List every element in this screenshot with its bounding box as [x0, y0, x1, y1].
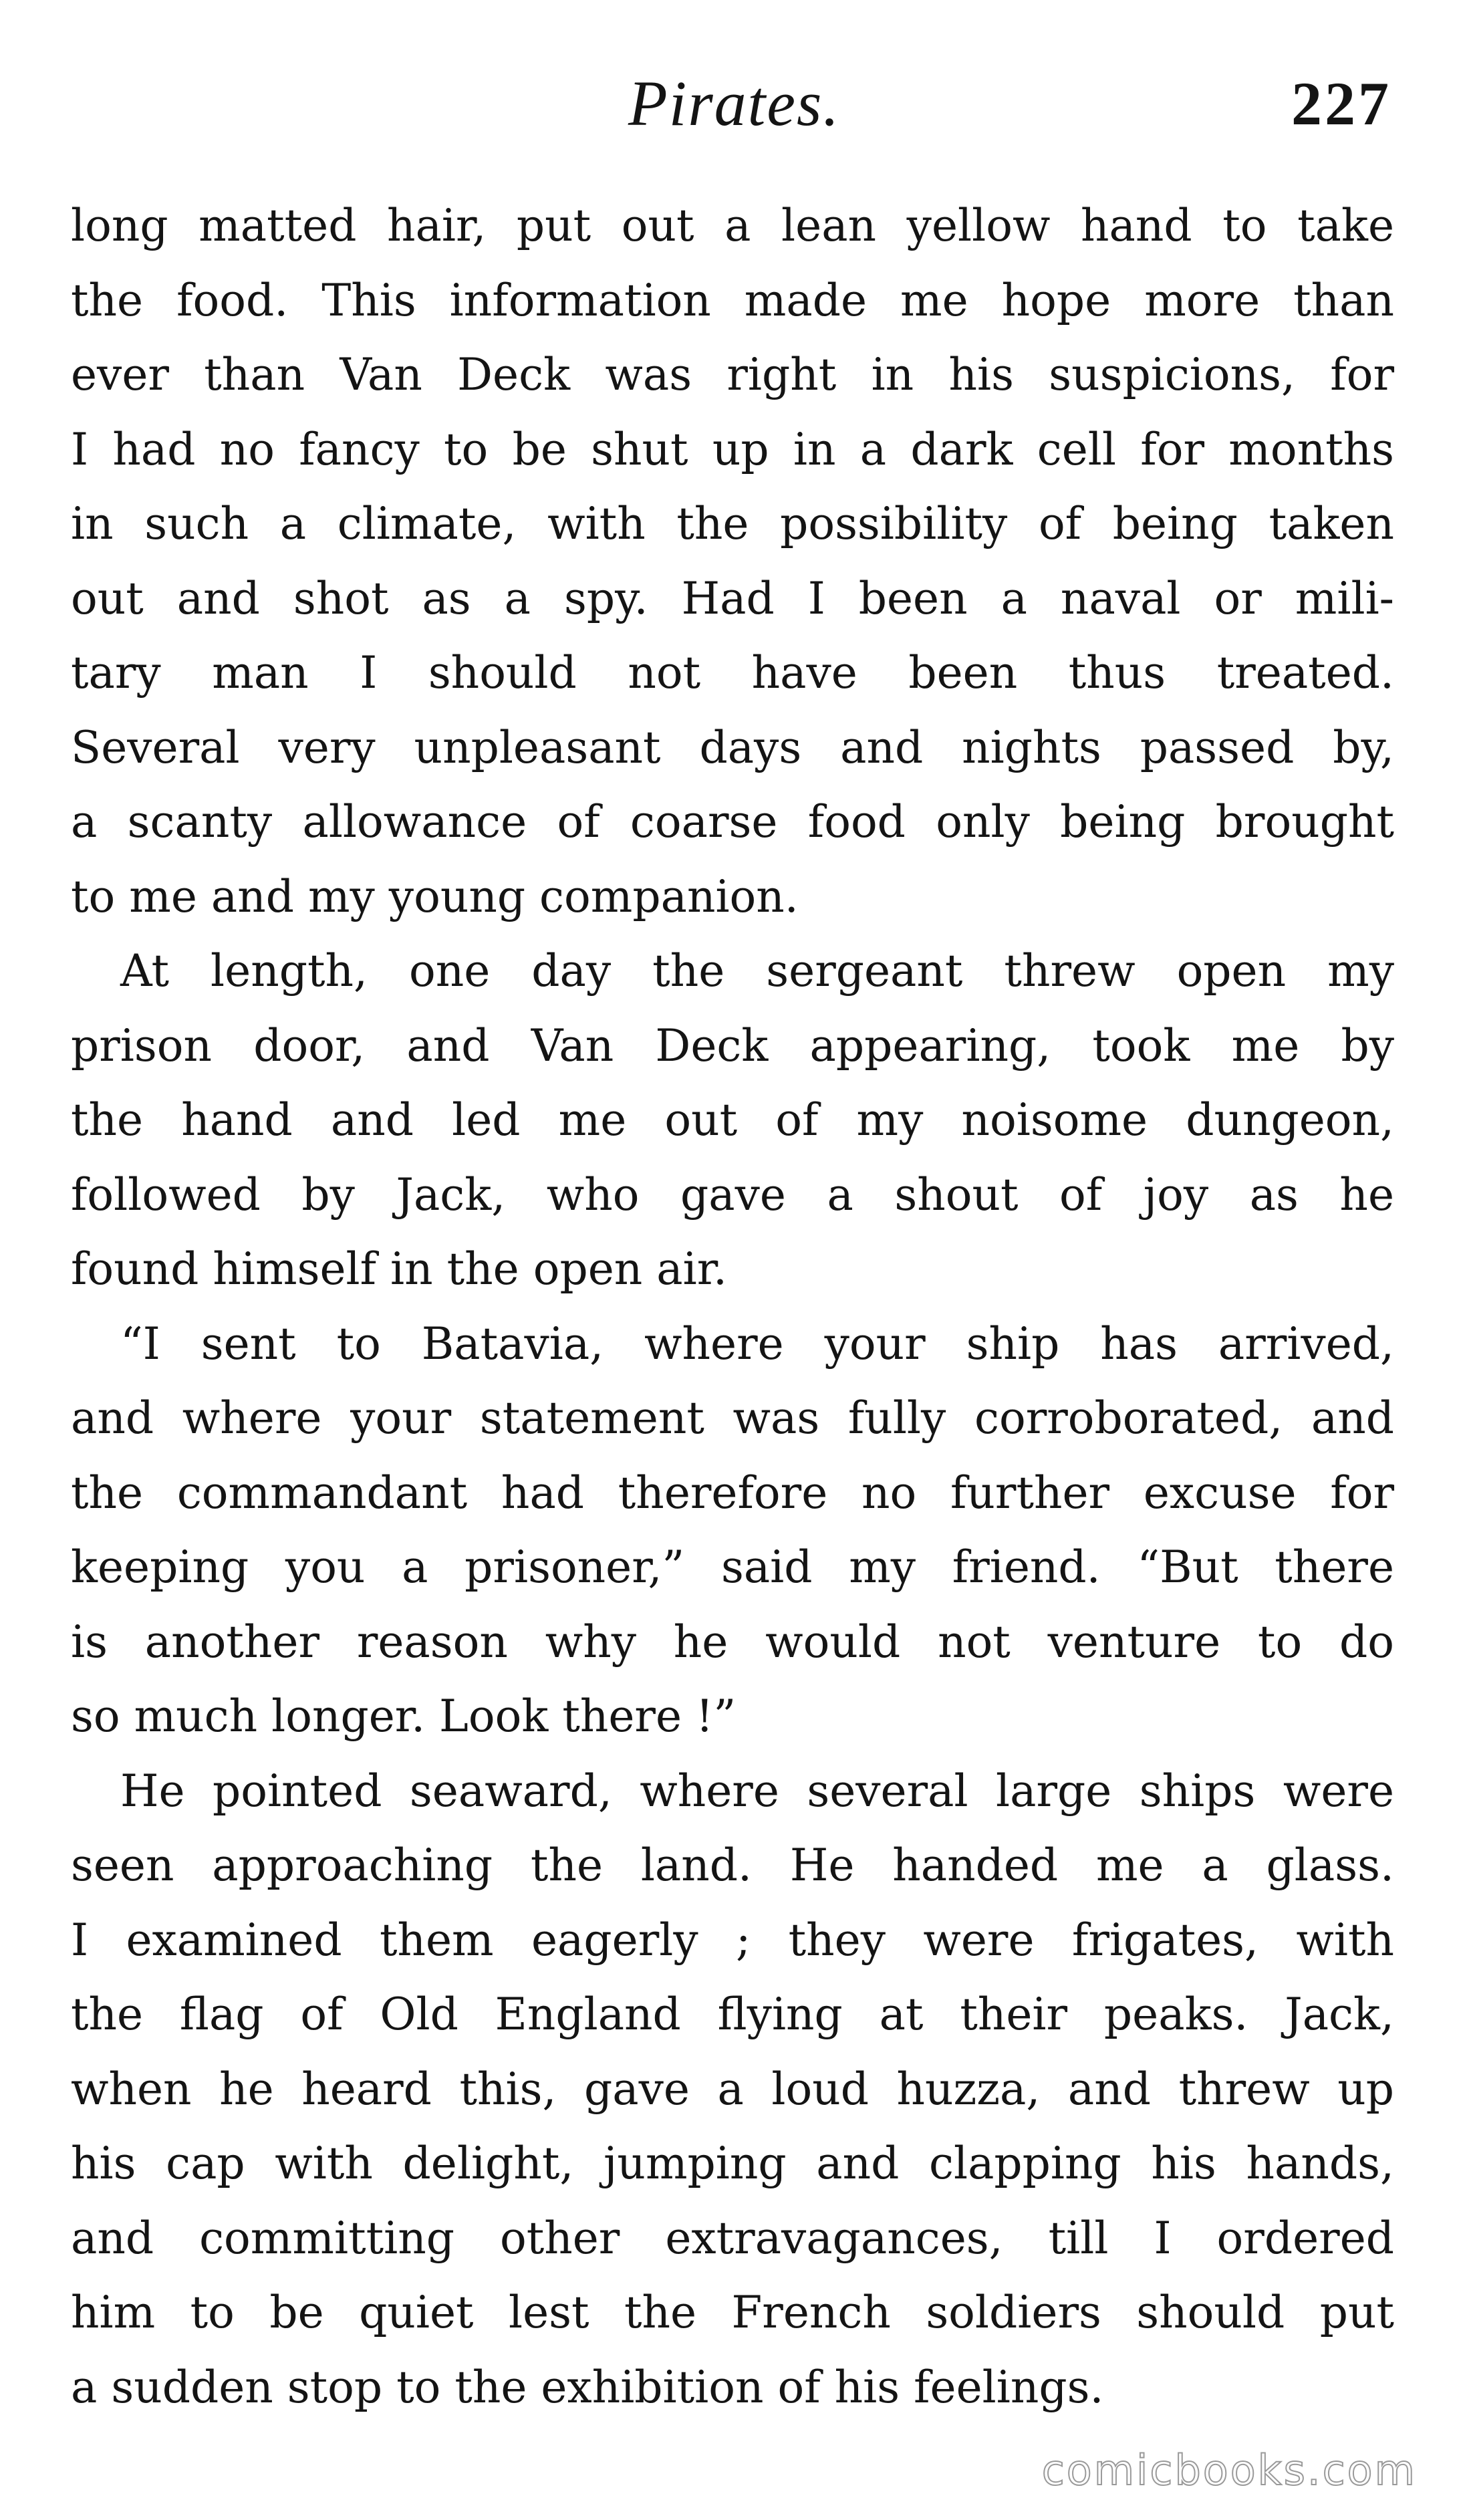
text-line: the commandant had therefore no further excuse for: [71, 1467, 1394, 1519]
text-line: tary man I should not have been thus treated.: [71, 647, 1394, 699]
text-line: seen approaching the land. He handed me a glass.: [71, 1840, 1394, 1891]
text-line: the flag of Old England flying at their peaks. Jack,: [71, 1989, 1394, 2040]
text-line: followed by Jack, who gave a shout of joy as he: [71, 1168, 1394, 1221]
text-line: in such a climate, with the possibility of being taken: [71, 498, 1394, 549]
body-text: [71, 188, 1394, 2424]
text-line: prison door, and Van Deck appearing, took me by: [71, 1019, 1394, 1072]
paragraph-first-line: At length, one day the sergeant threw open my: [120, 945, 1394, 997]
text-line: and committing other extravagances, till I ordered: [71, 2212, 1394, 2264]
paragraph-first-line: “I sent to Batavia, where your ship has arrived,: [120, 1317, 1394, 1370]
text-line: him to be quiet lest the French soldiers should put: [71, 2287, 1394, 2338]
text-line: so much longer. Look there !”: [71, 1690, 737, 1742]
text-line: I examined them eagerly ; they were frigates, with: [71, 1914, 1394, 1966]
page-header: [0, 64, 1465, 144]
text-line: I had no fancy to be shut up in a dark cell for months: [71, 423, 1394, 475]
text-line: the food. This information made me hope more than: [71, 274, 1394, 326]
text-line: when he heard this, gave a loud huzza, and threw up: [71, 2063, 1394, 2115]
running-title: Pirates.: [628, 68, 841, 139]
page-number: 227: [1291, 70, 1391, 138]
text-line: found himself in the open air.: [71, 1243, 727, 1295]
text-line: is another reason why he would not venture to do: [71, 1616, 1394, 1668]
text-line: and where your statement was fully corroborated, and: [71, 1392, 1394, 1444]
text-line: the hand and led me out of my noisome dungeon,: [71, 1094, 1394, 1146]
text-line: keeping you a prisoner,” said my friend. “But there: [71, 1541, 1394, 1593]
text-line: out and shot as a spy. Had I been a naval or mili-: [71, 572, 1394, 624]
paragraph-first-line: He pointed seaward, where several large ships were: [120, 1765, 1394, 1817]
text-line: a scanty allowance of coarse food only being brought: [71, 796, 1394, 848]
text-line: a sudden stop to the exhibition of his feelings.: [71, 2361, 1104, 2413]
text-line: his cap with delight, jumping and clapping his hands,: [71, 2138, 1394, 2189]
watermark: comicbooks.com: [1041, 2446, 1417, 2495]
text-line: long matted hair, put out a lean yellow hand to take: [71, 200, 1394, 251]
text-line: to me and my young companion.: [71, 870, 799, 922]
text-line: Several very unpleasant days and nights passed by,: [71, 721, 1394, 773]
text-line: ever than Van Deck was right in his suspicions, for: [71, 349, 1394, 400]
